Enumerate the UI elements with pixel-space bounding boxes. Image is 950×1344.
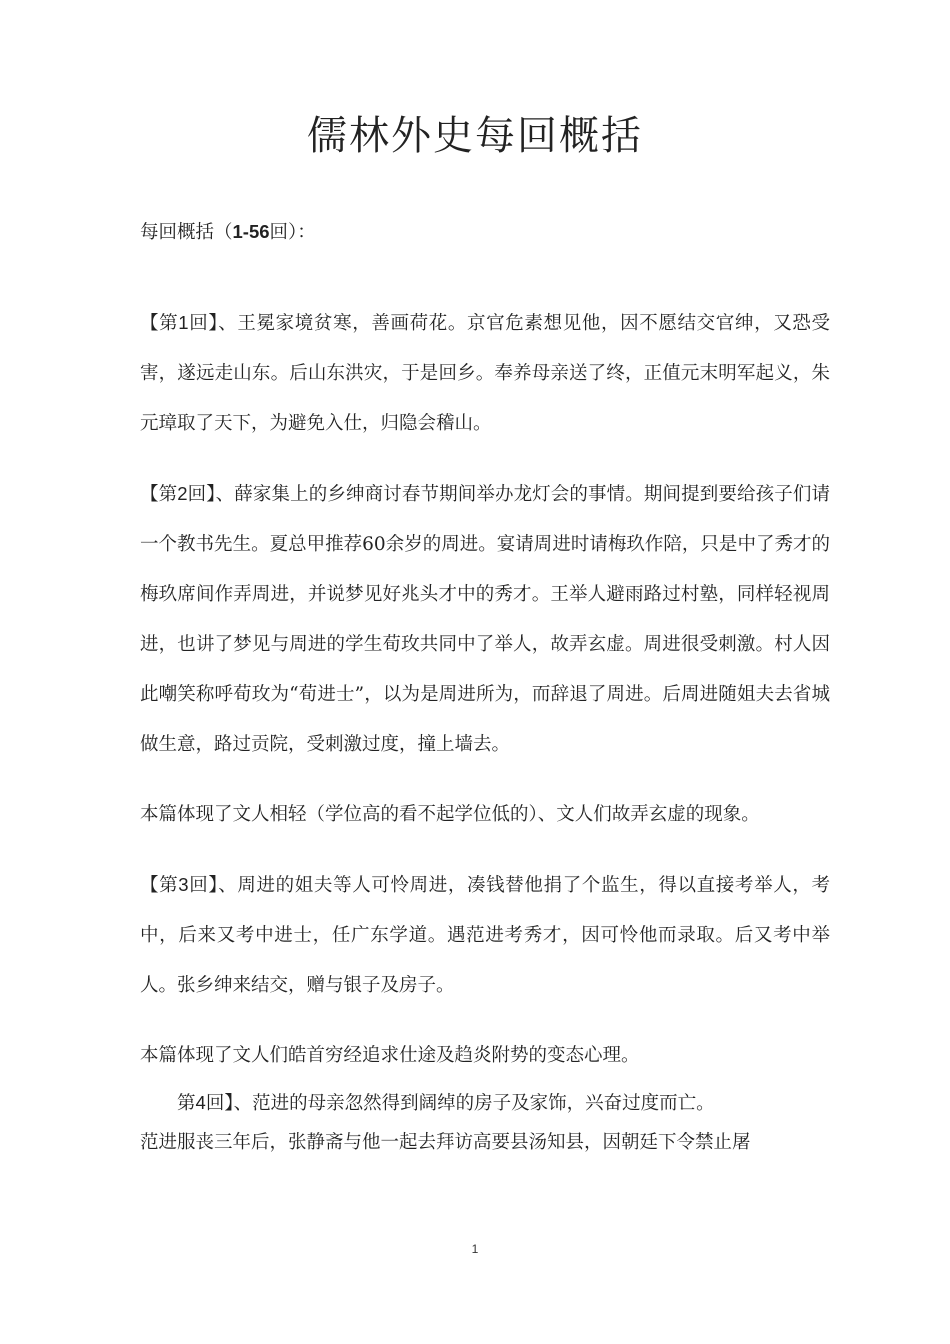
chapter-2-note: 本篇体现了文人相轻（学位高的看不起学位低的）、文人们故弄玄虚的现象。 [140,804,760,825]
chapter-1-text: 、王冕家境贫寒，善画荷花。京官危素想见他，因不愿结交官绅，又恐受害，遂远走山东。后山东洪灾，于是回乡。奉养母亲送了终，正值元末明军起义，朱元璋取了天下，为避免入仕，归隐会稽山。 [140,313,830,434]
chapter-label-open: 【第 [140,875,179,896]
summary-heading-suffix: 回）： [269,222,316,243]
chapter-3-note: 本篇体现了文人们皓首穷经追求仕途及趋炎附势的变态心理。 [140,1045,640,1066]
chapter-3-label [140,875,218,896]
chapter-2-label [140,484,216,505]
chapter-2-paragraph [140,469,830,770]
document-body [140,215,830,1160]
chapter-label-close: 回】 [188,313,219,334]
chapter-4-paragraph [140,1081,830,1126]
chapter-label-open: 第 [177,1093,196,1114]
chapter-label-close: 回】 [205,1093,234,1114]
chapter-4-label [177,1093,234,1114]
page-number: 1 [471,1242,479,1256]
chapter-4-text: 、范进的母亲忽然得到阔绰的房子及家饰，兴奋过度而亡。 [233,1093,715,1114]
chapter-4-continuation: 范进服丧三年后，张静斋与他一起去拜访高要县汤知县，因朝廷下令禁止屠 [140,1132,751,1153]
chapter-label-close: 回】 [188,875,219,896]
summary-heading [140,215,830,250]
chapter-1-paragraph [140,298,830,449]
chapter-number: 2 [177,483,188,504]
chapter-2-text: 、薛家集上的乡绅商讨春节期间举办龙灯会的事情。期间提到要给孩子们请一个教书先生。夏总甲推荐60余岁的周进。宴请周进时请梅玖作陪，只是中了秀才的梅玖席间作弄周进，并说梦见好兆头才中的秀才。王举人避雨路过村塾，同样轻视周进，也讲了梦见与周进的学生荀玫共同中了举人，故弄玄虚。周进很受刺激。村人因此嘲笑称呼荀玫为“荀进士”，以为是周进所为，而辞退了周进。后周进随姐夫去省城做生意，路过贡院，受刺激过度，撞上墙去。 [140,484,830,755]
chapter-1-label [140,313,218,334]
chapter-number: 3 [178,874,189,895]
chapter-label-open: 【第 [140,313,179,334]
chapter-label-open: 【第 [140,484,178,505]
chapter-3-text: 、周进的姐夫等人可怜周进，凑钱替他捐了个监生，得以直接考举人，考中，后来又考中进士，任广东学道。遇范进考秀才，因可怜他而录取。后又考中举人。张乡绅来结交，赠与银子及房子。 [140,875,830,996]
chapter-number: 4 [195,1092,206,1113]
document-title: 儒林外史每回概括 [307,113,643,159]
chapter-number: 1 [178,312,189,333]
chapter-3-paragraph [140,860,830,1011]
summary-heading-range: 1-56 [232,221,270,242]
chapter-label-close: 回】 [187,484,216,505]
summary-heading-prefix: 每回概括（ [140,222,233,243]
